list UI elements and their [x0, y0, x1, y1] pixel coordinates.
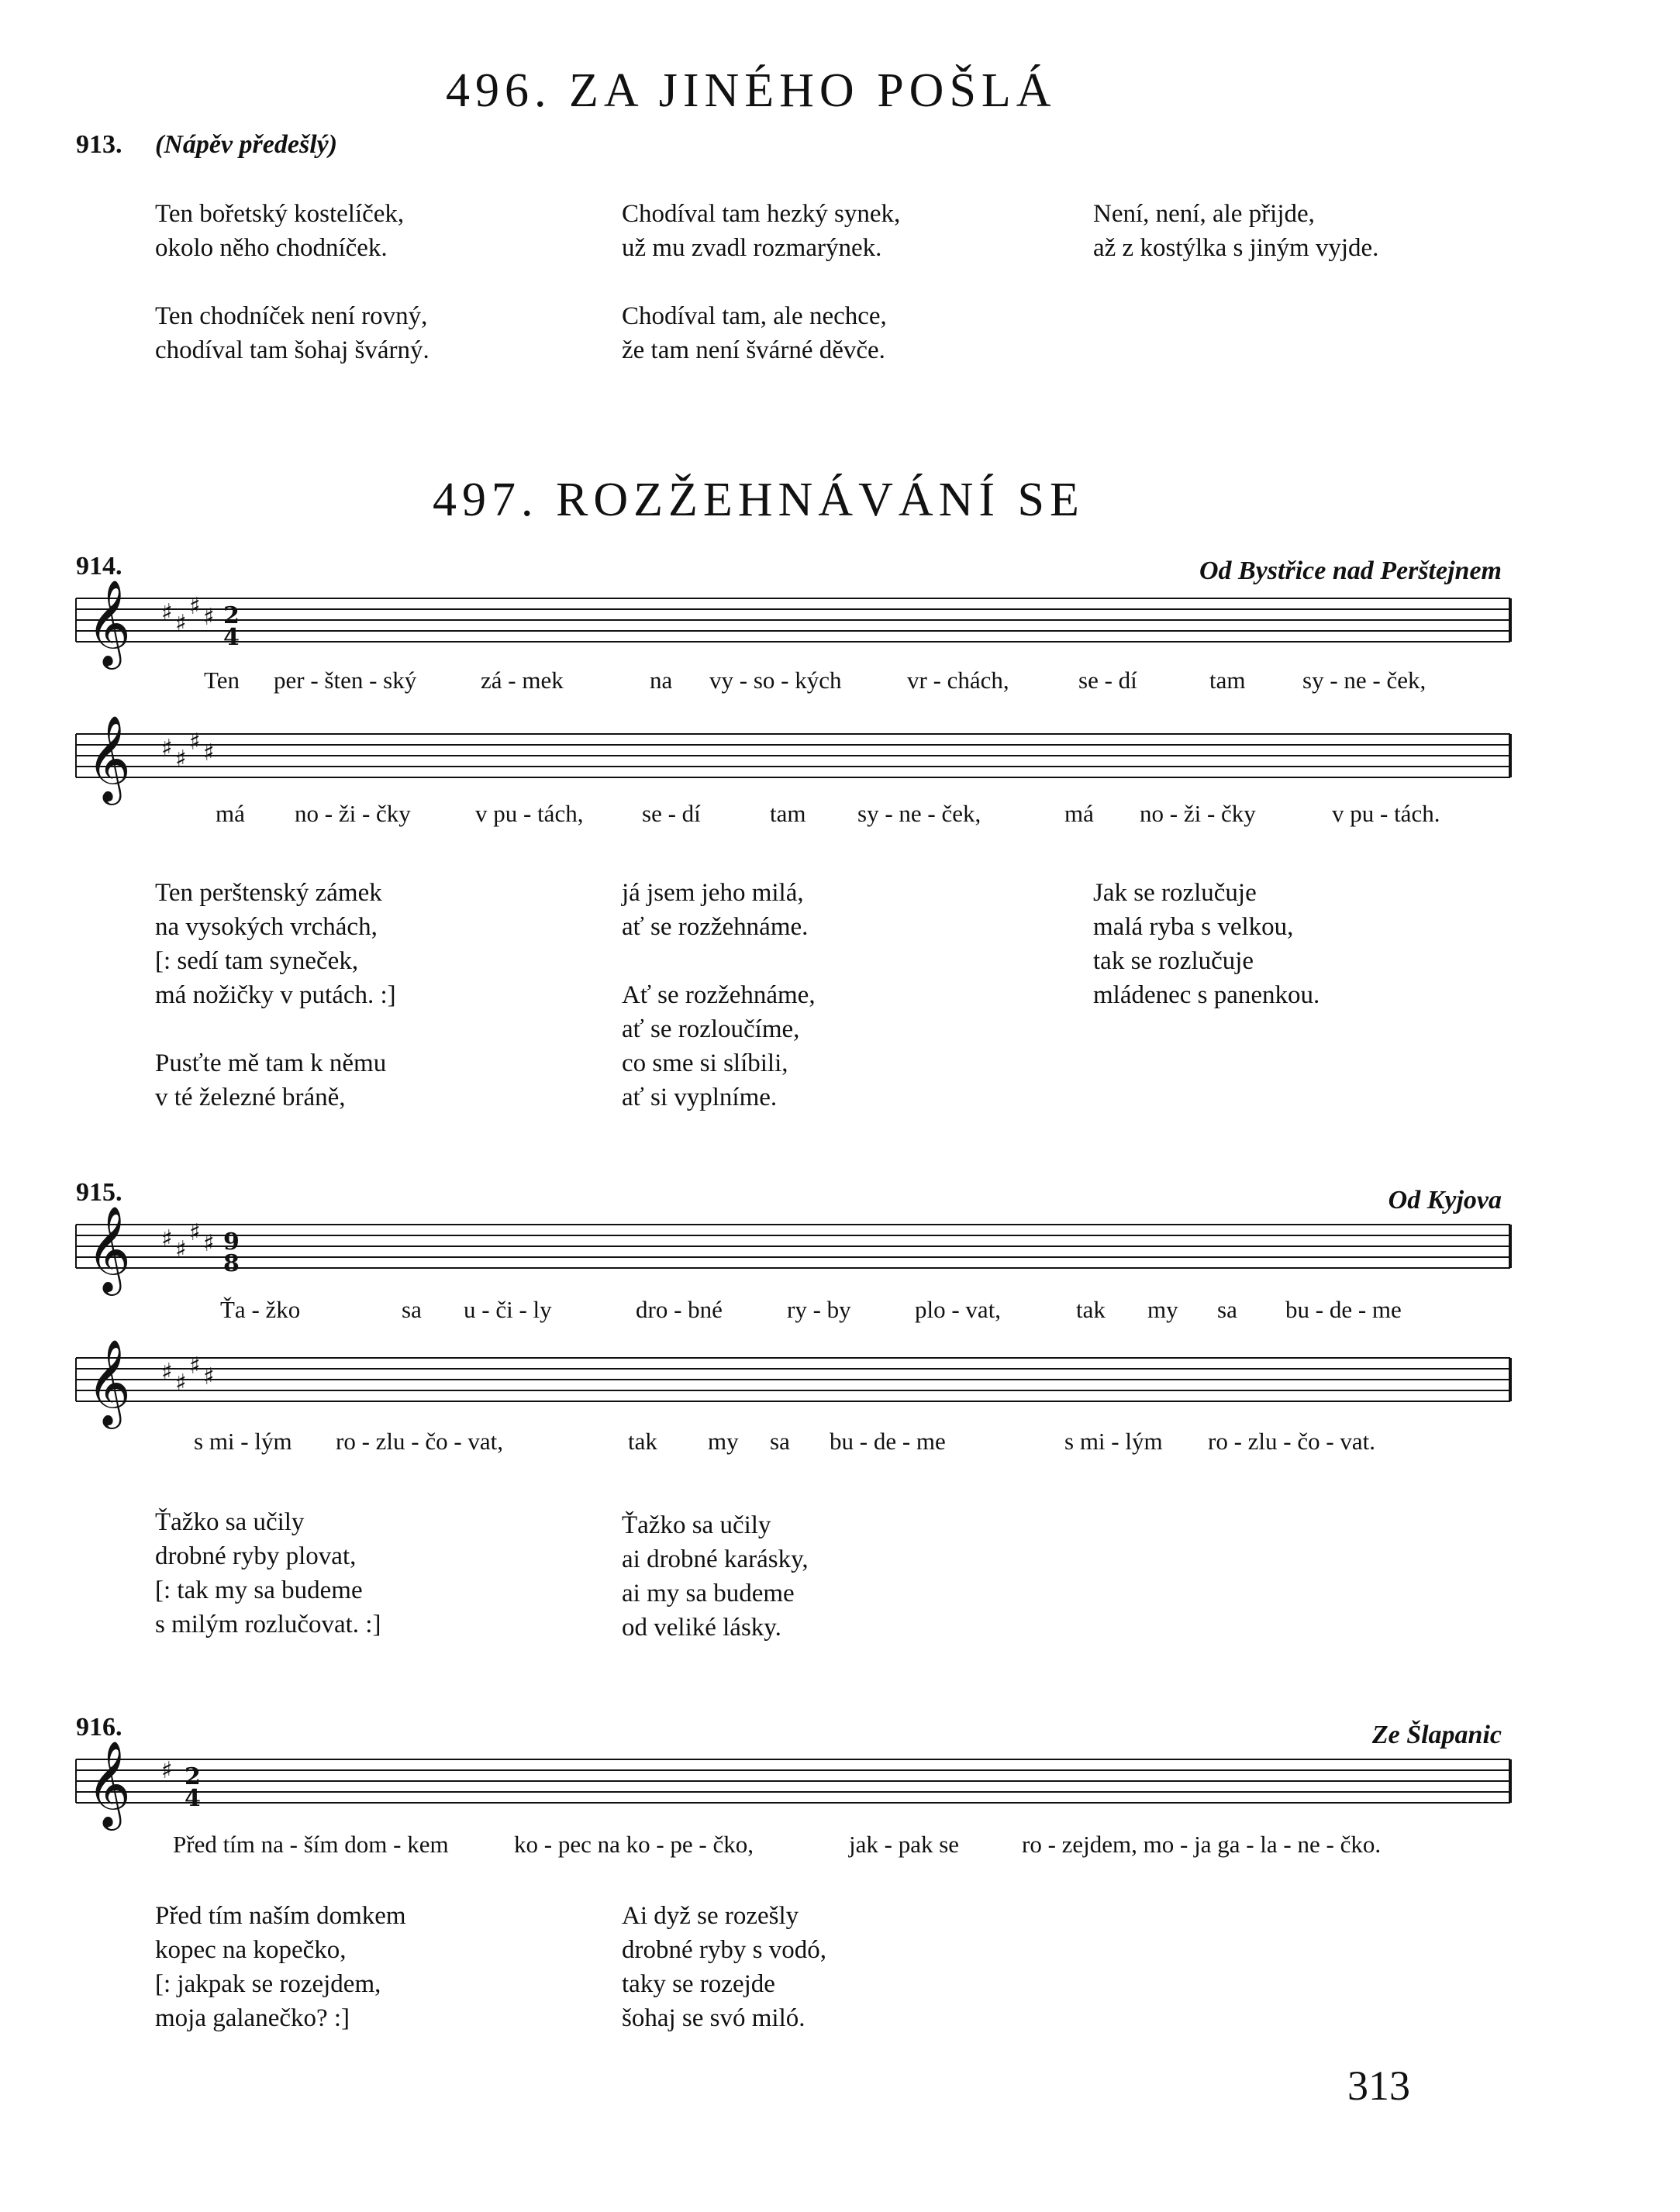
- music-staff-915-1: [76, 1205, 1510, 1292]
- lyric-syllable: dro - bné: [636, 1296, 723, 1323]
- verse-line: malá ryba s velkou,: [1093, 913, 1294, 941]
- lyric-syllable: se - dí: [1078, 667, 1137, 694]
- verse-line: Před tím naším domkem: [155, 1902, 406, 1930]
- svg-text:♯: ♯: [161, 1757, 173, 1784]
- time-signature-top: 2: [223, 602, 240, 629]
- svg-text:♯: ♯: [203, 604, 215, 631]
- music-staff-914-1: [76, 579, 1510, 666]
- time-signature-bottom: 4: [223, 624, 240, 651]
- verse-line: mládenec s panenkou.: [1093, 981, 1320, 1009]
- verse-line: šohaj se svó miló.: [622, 2004, 806, 2032]
- svg-text:♯: ♯: [175, 1370, 187, 1397]
- verse-line: Chodíval tam, ale nechce,: [622, 302, 887, 330]
- verse-line: [: tak my sa budeme: [155, 1576, 363, 1604]
- treble-clef-icon: 𝄞: [87, 1339, 131, 1425]
- svg-text:♯: ♯: [175, 746, 187, 773]
- lyric-syllable: sy - ne - ček,: [1302, 667, 1426, 694]
- page-number: 313: [1347, 2062, 1410, 2109]
- verse-line: Pusťte mě tam k němu: [155, 1049, 387, 1077]
- verse-line: Není, není, ale přijde,: [1093, 200, 1315, 228]
- music-staff-916: [76, 1740, 1510, 1827]
- lyrics-915-1: [76, 1296, 1510, 1327]
- svg-text:♯: ♯: [161, 1359, 173, 1386]
- verse-column-915-2: [622, 1508, 809, 1645]
- lyric-syllable: jak - pak se: [849, 1831, 960, 1858]
- lyric-syllable: sa: [402, 1296, 422, 1323]
- lyric-syllable: Před tím na - ším dom - kem: [173, 1831, 449, 1858]
- treble-clef-icon: 𝄞: [87, 715, 131, 801]
- verse-column-915-1: [155, 1505, 381, 1642]
- verse-line: na vysokých vrchách,: [155, 913, 378, 941]
- verse-line: ai my sa budeme: [622, 1580, 795, 1607]
- melody-note-913: (Nápěv předešlý): [155, 130, 338, 159]
- lyric-syllable: v pu - tách.: [1332, 800, 1440, 827]
- lyric-syllable: sa: [770, 1428, 790, 1455]
- svg-text:♯: ♯: [161, 735, 173, 762]
- verse-line: ať si vyplníme.: [622, 1084, 778, 1111]
- verse-line: kopec na kopečko,: [155, 1936, 347, 1964]
- verse-line: Ten chodníček není rovný,: [155, 302, 428, 330]
- verse-line: Ťažko sa učily: [622, 1511, 771, 1539]
- verse-column-496-1: [155, 197, 429, 367]
- verse-line: ať se rozloučíme,: [622, 1015, 800, 1043]
- lyric-syllable: má: [216, 800, 245, 827]
- svg-text:♯: ♯: [161, 599, 173, 626]
- svg-text:♯: ♯: [203, 739, 215, 767]
- lyric-syllable: s mi - lým: [1064, 1428, 1163, 1455]
- verse-line: tak se rozlučuje: [1093, 947, 1254, 975]
- lyric-syllable: ko - pec na ko - pe - čko,: [514, 1831, 754, 1858]
- treble-clef-icon: 𝄞: [87, 1740, 131, 1827]
- verse-line: drobné ryby plovat,: [155, 1542, 357, 1570]
- svg-text:♯: ♯: [203, 1363, 215, 1390]
- melody-source-916: Ze Šlapanic: [1371, 1721, 1502, 1749]
- verse-line: chodíval tam šohaj švárný.: [155, 336, 429, 364]
- treble-clef-icon: 𝄞: [87, 1205, 131, 1292]
- melody-source-915: Od Kyjova: [1388, 1186, 1502, 1215]
- lyric-syllable: se - dí: [642, 800, 701, 827]
- melody-number-916: 916.: [76, 1713, 122, 1742]
- verse-line: moja galanečko? :]: [155, 2004, 350, 2032]
- melody-number-915: 915.: [76, 1178, 122, 1207]
- verse-line: už mu zvadl rozmarýnek.: [622, 234, 882, 262]
- verse-line: má nožičky v putách. :]: [155, 981, 396, 1009]
- lyrics-916: [76, 1831, 1510, 1862]
- lyric-syllable: bu - de - me: [1285, 1296, 1402, 1323]
- lyric-syllable: Ten: [204, 667, 240, 694]
- lyric-syllable: ro - zlu - čo - vat.: [1208, 1428, 1376, 1455]
- svg-text:♯: ♯: [189, 729, 201, 756]
- verse-line: [: sedí tam syneček,: [155, 947, 359, 975]
- svg-text:♯: ♯: [189, 1352, 201, 1380]
- verse-line: Ať se rozžehnáme,: [622, 981, 816, 1009]
- melody-number-914: 914.: [76, 552, 122, 581]
- lyrics-915-2: [76, 1428, 1510, 1459]
- verse-column-914-2: [622, 876, 816, 1115]
- verse-line: [: jakpak se rozejdem,: [155, 1970, 381, 1998]
- lyric-syllable: ro - zejdem, mo - ja ga - la - ne - čko.: [1022, 1831, 1382, 1858]
- melody-number-913: 913.: [76, 130, 122, 159]
- lyric-syllable: tam: [770, 800, 806, 827]
- lyric-syllable: sa: [1217, 1296, 1237, 1323]
- lyric-syllable: Ťa - žko: [220, 1296, 301, 1323]
- verse-line: Ťažko sa učily: [155, 1508, 305, 1536]
- verse-line: že tam není švárné děvče.: [622, 336, 885, 364]
- verse-line: s milým rozlučovat. :]: [155, 1611, 381, 1638]
- time-signature-top: 2: [185, 1763, 201, 1790]
- lyric-syllable: má: [1064, 800, 1094, 827]
- lyric-syllable: na: [650, 667, 673, 694]
- svg-text:♯: ♯: [189, 593, 201, 620]
- time-signature-top: 9: [223, 1228, 240, 1256]
- time-signature-bottom: 8: [223, 1250, 240, 1277]
- verse-line: až z kostýlka s jiným vyjde.: [1093, 234, 1379, 262]
- verse-line: ať se rozžehnáme.: [622, 913, 809, 941]
- verse-line: já jsem jeho milá,: [622, 879, 804, 907]
- lyric-syllable: u - či - ly: [464, 1296, 552, 1323]
- svg-text:♯: ♯: [189, 1219, 201, 1246]
- verse-line: taky se rozejde: [622, 1970, 775, 1998]
- lyric-syllable: tam: [1209, 667, 1246, 694]
- lyric-syllable: tak: [628, 1428, 657, 1455]
- verse-line: co sme si slíbili,: [622, 1049, 788, 1077]
- verse-line: ai drobné karásky,: [622, 1545, 809, 1573]
- lyric-syllable: sy - ne - ček,: [857, 800, 981, 827]
- music-staff-915-2: [76, 1339, 1510, 1425]
- verse-line: Ten bořetský kostelíček,: [155, 200, 405, 228]
- song-title-497: 497. ROZŽEHNÁVÁNÍ SE: [433, 474, 1085, 526]
- svg-text:♯: ♯: [175, 610, 187, 637]
- time-signature-bottom: 4: [185, 1785, 201, 1812]
- lyric-syllable: no - ži - čky: [1140, 800, 1256, 827]
- verse-column-496-3: [1093, 197, 1378, 265]
- lyric-syllable: ro - zlu - čo - vat,: [336, 1428, 504, 1455]
- lyrics-914-2: [76, 800, 1510, 831]
- lyrics-914-1: [76, 667, 1510, 698]
- verse-line: okolo něho chodníček.: [155, 234, 388, 262]
- verse-line: Chodíval tam hezký synek,: [622, 200, 901, 228]
- lyric-syllable: bu - de - me: [830, 1428, 946, 1455]
- verse-column-496-2: [622, 197, 900, 367]
- lyric-syllable: ry - by: [787, 1296, 851, 1323]
- lyric-syllable: my: [1147, 1296, 1178, 1323]
- verse-line: od veliké lásky.: [622, 1614, 781, 1642]
- song-title-496: 496. ZA JINÉHO POŠLÁ: [446, 64, 1057, 117]
- verse-line: Ai dyž se rozešly: [622, 1902, 799, 1930]
- lyric-syllable: s mi - lým: [194, 1428, 292, 1455]
- verse-column-914-1: [155, 876, 396, 1115]
- verse-column-916-1: [155, 1899, 406, 2035]
- lyric-syllable: per - šten - ský: [274, 667, 417, 694]
- lyric-syllable: v pu - tách,: [475, 800, 584, 827]
- svg-text:♯: ♯: [203, 1230, 215, 1257]
- lyric-syllable: vy - so - kých: [709, 667, 842, 694]
- verse-line: Ten perštenský zámek: [155, 879, 382, 907]
- verse-line: Jak se rozlučuje: [1093, 879, 1257, 907]
- lyric-syllable: plo - vat,: [915, 1296, 1002, 1323]
- verse-column-914-3: [1093, 876, 1320, 1012]
- verse-line: v té železné bráně,: [155, 1084, 346, 1111]
- treble-clef-icon: 𝄞: [87, 579, 131, 666]
- lyric-syllable: no - ži - čky: [295, 800, 411, 827]
- verse-line: drobné ryby s vodó,: [622, 1936, 826, 1964]
- melody-source-914: Od Bystřice nad Perštejnem: [1199, 556, 1502, 585]
- lyric-syllable: tak: [1076, 1296, 1106, 1323]
- svg-text:♯: ♯: [175, 1236, 187, 1263]
- lyric-syllable: zá - mek: [481, 667, 564, 694]
- lyric-syllable: vr - chách,: [907, 667, 1009, 694]
- lyric-syllable: my: [708, 1428, 739, 1455]
- music-staff-914-2: [76, 715, 1510, 801]
- verse-column-916-2: [622, 1899, 826, 2035]
- svg-text:♯: ♯: [161, 1225, 173, 1252]
